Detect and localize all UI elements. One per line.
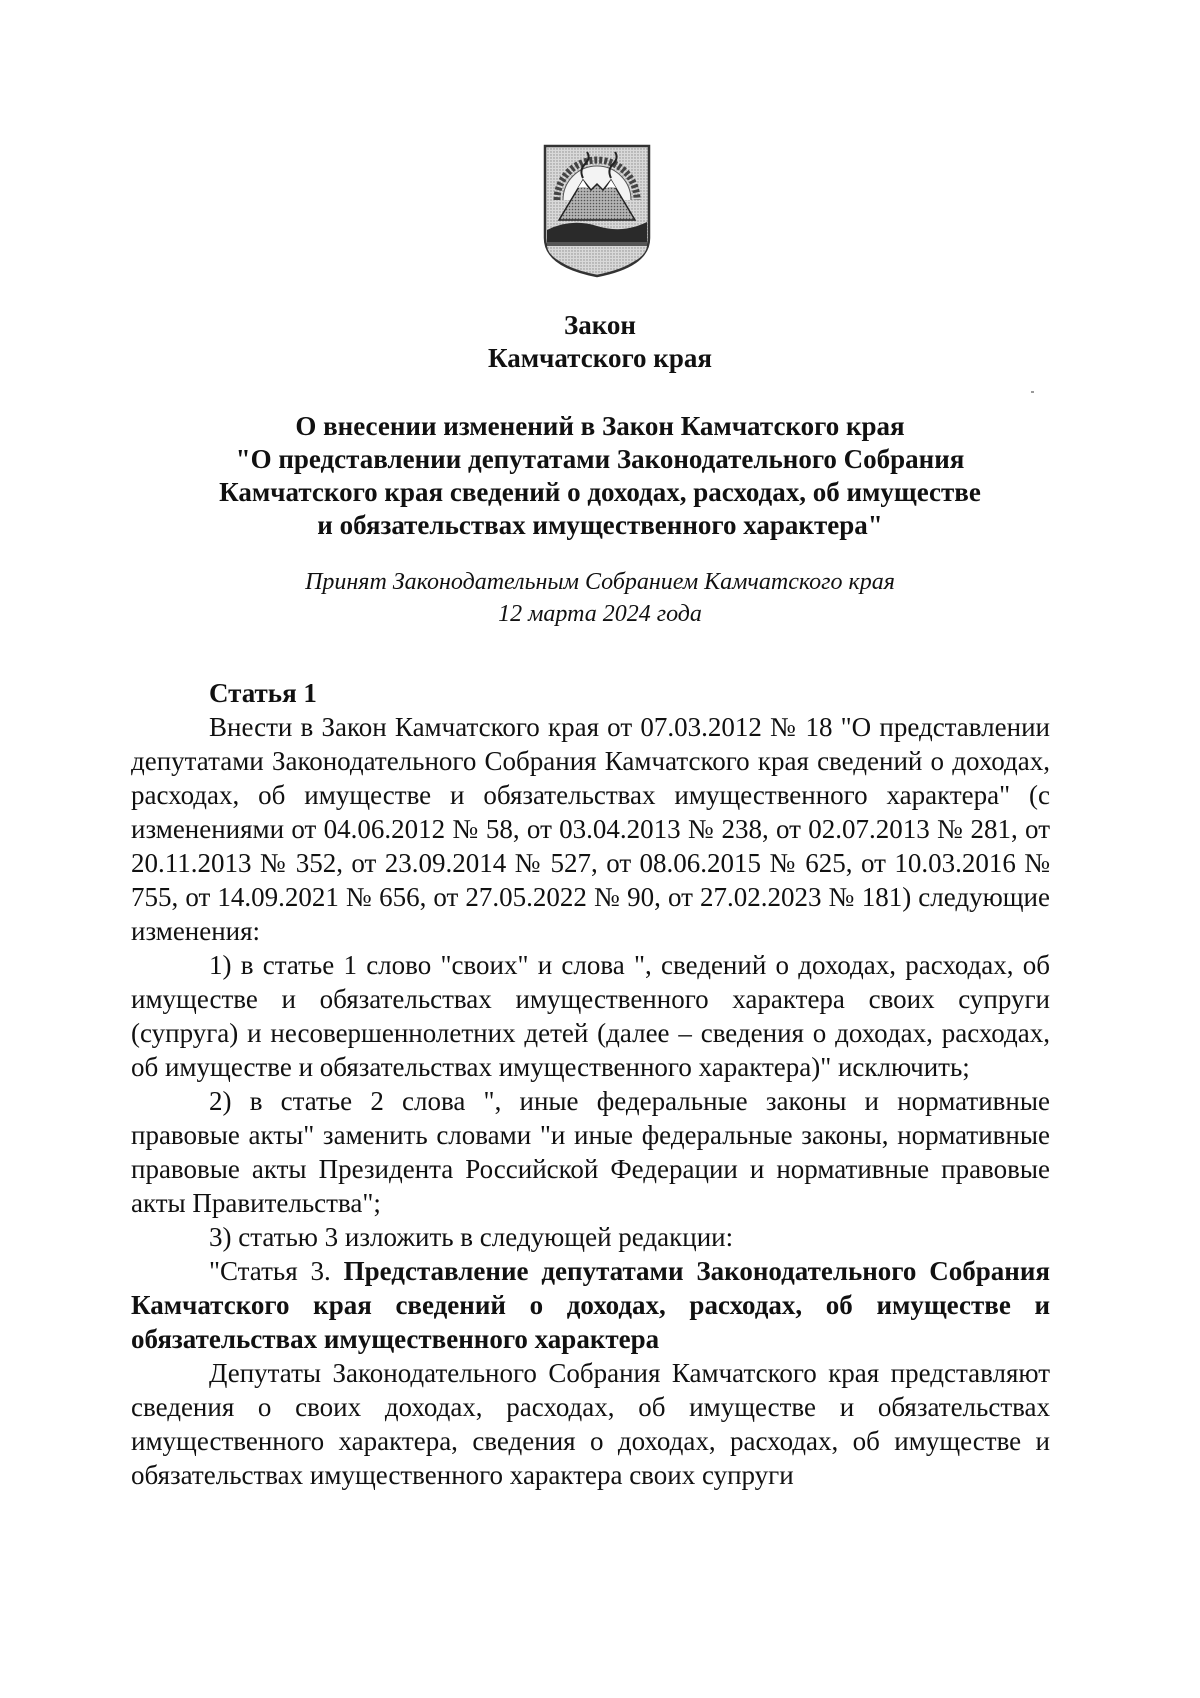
law-title-line: "О представлении депутатами Законодательного Собрания bbox=[235, 444, 965, 474]
law-title bbox=[0, 410, 1200, 542]
adoption-body: Принят Законодательным Собранием Камчатского края bbox=[305, 569, 895, 595]
law-region-heading: Камчатского края bbox=[488, 343, 712, 373]
article-intro-paragraph: Внести в Закон Камчатского края от 07.03.2012 № 18 "О представлении депутатами Законодательного Собрания Камчатского края сведений о доходах, расходах, об имуществе и обязательствах имущественного характера" (с изменениями от 04.06.2012 № 58, от 03.04.2013 № 238, от 02.07.2013 № 281, от 20.11.2013 № 352, от 23.09.2014 № 527, от 08.06.2015 № 625, от 10.03.2016 № 755, от 14.09.2021 № 656, от 27.05.2022 № 90, от 27.02.2023 № 181) следующие изменения: bbox=[131, 712, 1050, 946]
law-title-line: О внесении изменений в Закон Камчатского края bbox=[295, 411, 905, 441]
amendment-item-3: 3) статью 3 изложить в следующей редакции: bbox=[209, 1222, 734, 1252]
law-title-line: Камчатского края сведений о доходах, расходах, об имуществе bbox=[219, 477, 981, 507]
quoted-article-prefix: "Статья 3. bbox=[209, 1256, 331, 1286]
adoption-note bbox=[0, 566, 1200, 630]
quoted-article-title: Представление депутатами Законодательного Собрания Камчатского края сведений о доходах, расходах, об имуществе и обязательствах имущественного характера bbox=[131, 1256, 1051, 1354]
coat-of-arms-icon bbox=[541, 142, 653, 280]
amendment-item-1: 1) в статье 1 слово "своих" и слова ", сведений о доходах, расходах, об имуществе и обязательствах имущественного характера своих супруги (супруга) и несовершеннолетних детей (далее – сведения о доходах, расходах, об имуществе и обязательствах имущественного характера)" исключить; bbox=[131, 950, 1050, 1082]
article-heading: Статья 1 bbox=[209, 678, 317, 708]
amendment-item-2: 2) в статье 2 слова ", иные федеральные законы и нормативные правовые акты" заменить словами "и иные федеральные законы, нормативные правовые акты Президента Российской Федерации и нормативные правовые акты Правительства"; bbox=[131, 1086, 1050, 1218]
adoption-date: 12 марта 2024 года bbox=[498, 601, 702, 627]
scan-speck bbox=[1031, 391, 1034, 393]
quoted-article-heading bbox=[131, 1254, 1050, 1356]
document-body bbox=[131, 676, 1050, 1492]
quoted-article-text: Депутаты Законодательного Собрания Камчатского края представляют сведения о своих доходах, расходах, об имуществе и обязательствах имущественного характера, сведения о доходах, расходах, об имуществе и обязательствах имущественного характера своих супруги bbox=[131, 1358, 1050, 1490]
law-title-line: и обязательствах имущественного характера" bbox=[317, 510, 883, 540]
law-type-heading: Закон bbox=[563, 310, 636, 340]
